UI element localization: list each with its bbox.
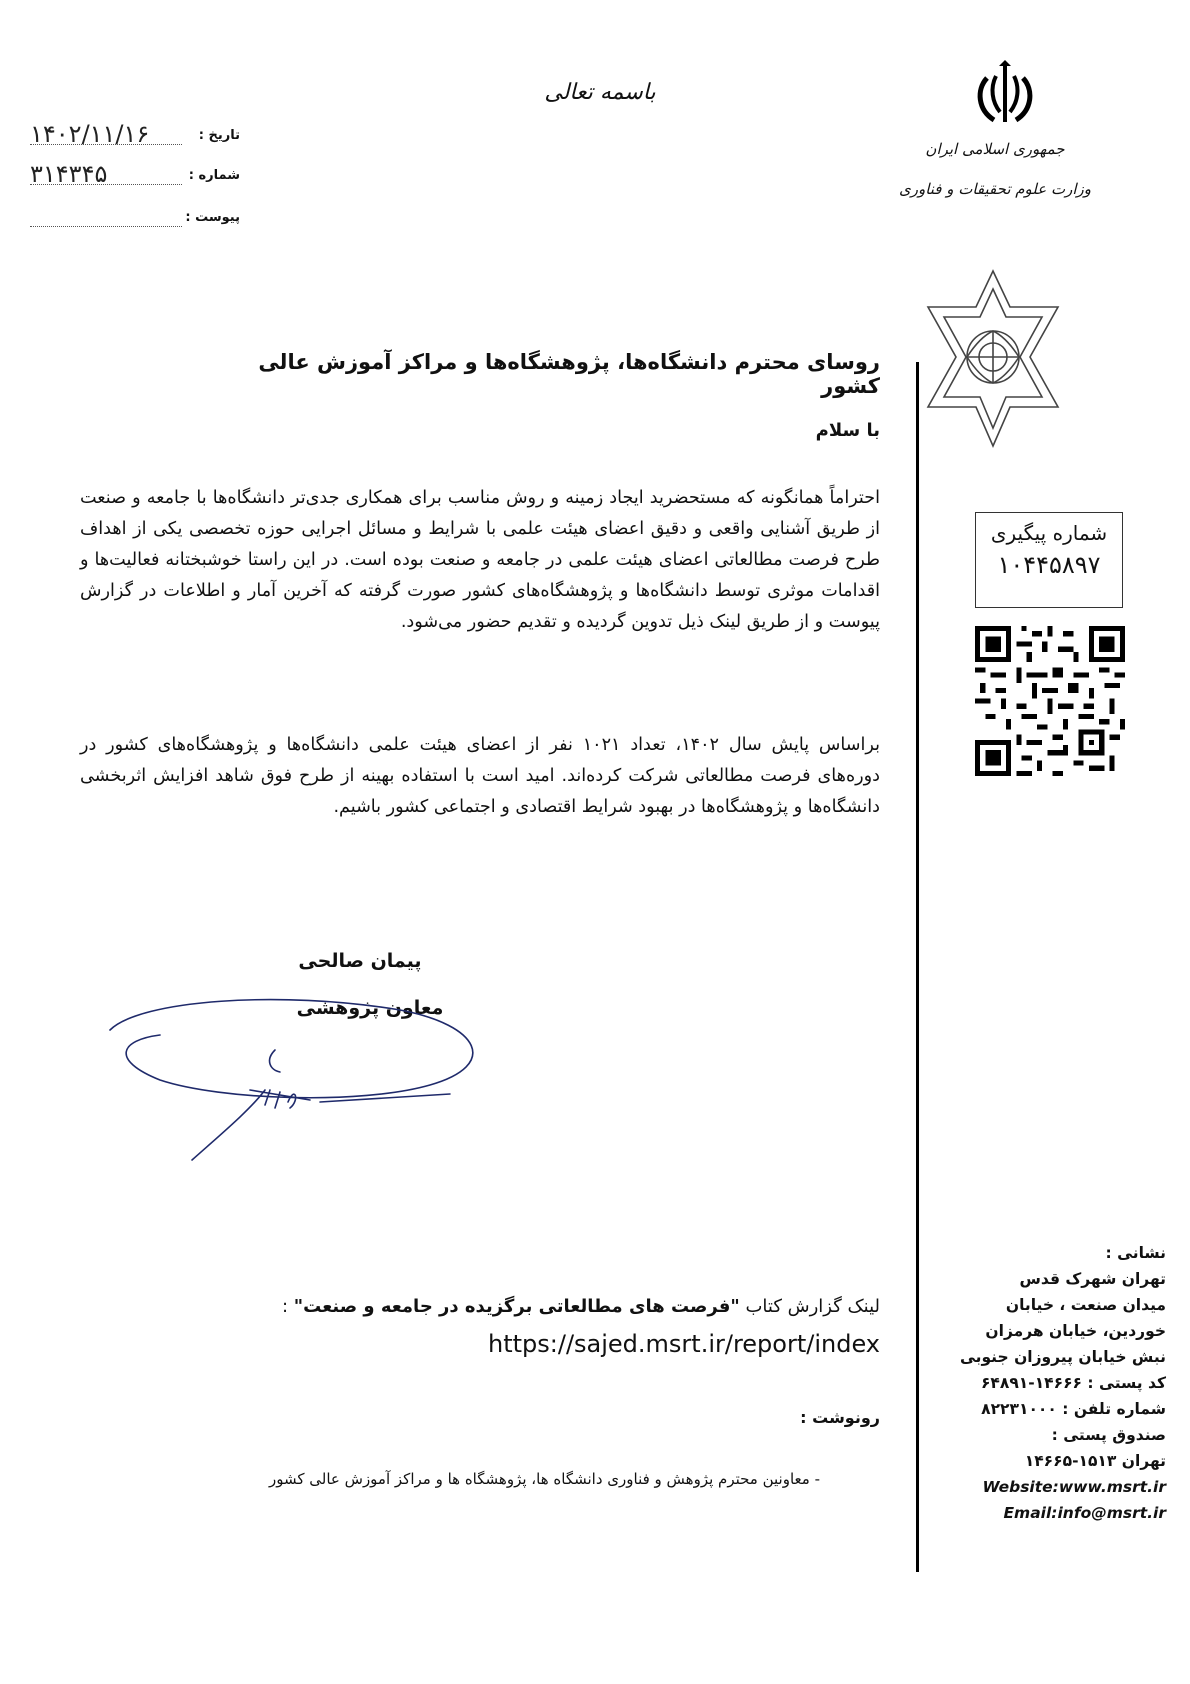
report-book-title: "فرصت های مطالعاتی برگزیده در جامعه و صنعت" xyxy=(293,1296,740,1317)
signer-name: پیمان صالحی xyxy=(298,950,422,972)
date-label: تاریخ : xyxy=(198,128,240,143)
signer-title: معاون پژوهشی xyxy=(296,997,444,1019)
date-value: ۱۴۰۲/۱۱/۱۶ xyxy=(30,120,150,148)
body-paragraph-1: احتراماً همانگونه که مستحضرید ایجاد زمینه و روش مناسب برای همکاری جدی‌تر دانشگاه‌ها با جامعه و صنعت از طریق آشنایی واقعی و دقیق اعضای هیئت علمی با شرایط و مسائل اجرایی حوزه تخصصی یکی از اهداف طرح فرصت مطالعاتی اعضای هیئت علمی در جامعه و صنعت بوده است. در این راستا خوشبختانه فعالیت‌ها و اقدامات موثری توسط دانشگاه‌ها و پژوهشگاه‌های کشور صورت گرفته که آخرین آمار و اطلاعات در گزارش پیوست و از طریق لینک ذیل تدوین گردیده و تقدیم حضور می‌شود. xyxy=(80,488,880,632)
website: Website:www.msrt.ir xyxy=(982,1478,1166,1496)
po-box-value: تهران ۱۵۱۳-۱۴۶۶۵ xyxy=(1024,1452,1166,1470)
tracking-number: ۱۰۴۴۵۸۹۷ xyxy=(997,551,1101,579)
vertical-divider xyxy=(916,362,919,1572)
email: Email:info@msrt.ir xyxy=(1003,1504,1166,1522)
number-value: ۳۱۴۳۴۵ xyxy=(30,160,108,188)
ministry-name: وزارت علوم تحقیقات و فناوری xyxy=(898,180,1092,198)
address-line-1: تهران شهرک قدس xyxy=(1019,1270,1166,1288)
cc-item: - معاونین محترم پژوهش و فناوری دانشگاه ها، پژوهشگاه ها و مراکز آموزش عالی کشور xyxy=(268,1470,820,1488)
body-paragraph-2: براساس پایش سال ۱۴۰۲، تعداد ۱۰۲۱ نفر از اعضای هیئت علمی دانشگاه‌ها و پژوهشگاه‌های کشور در دوره‌های فرصت مطالعاتی شرکت کرده‌اند. امید است با استفاده بهینه از طرح فوق شاهد افزایش اثربخشی دانشگاه‌ها و پژوهشگاه‌ها در بهبود شرایط اقتصادی و اجتماعی کشور باشیم. xyxy=(80,735,880,817)
date-row xyxy=(30,122,240,150)
bismillah-heading: باسمه تعالی xyxy=(544,80,656,105)
po-box-label: صندوق پستی : xyxy=(1051,1426,1166,1444)
report-url-link[interactable]: https://sajed.msrt.ir/report/index xyxy=(488,1330,880,1358)
handwritten-signature xyxy=(100,990,500,1170)
tracking-box xyxy=(975,512,1123,608)
attachment-dotted-line xyxy=(30,226,182,227)
address-block xyxy=(950,1240,1166,1526)
report-link-caption xyxy=(80,1296,880,1317)
number-row xyxy=(30,162,240,190)
attachment-row xyxy=(30,204,240,232)
address-line-3: خوردین، خیابان هرمزان xyxy=(985,1322,1166,1340)
number-label: شماره : xyxy=(188,168,240,183)
address-label: نشانی : xyxy=(1105,1244,1166,1262)
greeting: با سلام xyxy=(815,420,880,441)
report-prefix: لینک گزارش کتاب xyxy=(739,1296,880,1317)
report-suffix: : xyxy=(281,1296,294,1317)
tracking-label: شماره پیگیری xyxy=(990,521,1108,545)
address-line-4: نبش خیابان پیروزان جنوبی xyxy=(959,1348,1166,1366)
government-name: جمهوری اسلامی ایران xyxy=(925,140,1065,158)
phone-number: شماره تلفن : ۸۲۲۳۱۰۰۰ xyxy=(981,1400,1166,1418)
iran-emblem-icon xyxy=(970,60,1040,130)
qr-code-icon xyxy=(975,626,1125,776)
address-line-2: میدان صنعت ، خیابان xyxy=(1005,1296,1166,1314)
ornament-icon xyxy=(918,267,1068,450)
attachment-label: پیوست : xyxy=(185,210,240,225)
postal-code: کد پستی : ۱۴۶۶۶-۶۴۸۹۱ xyxy=(980,1374,1166,1392)
cc-label: رونوشت : xyxy=(800,1408,880,1427)
addressee-heading: روسای محترم دانشگاه‌ها، پژوهشگاه‌ها و مراکز آموزش عالی کشور xyxy=(258,350,880,398)
